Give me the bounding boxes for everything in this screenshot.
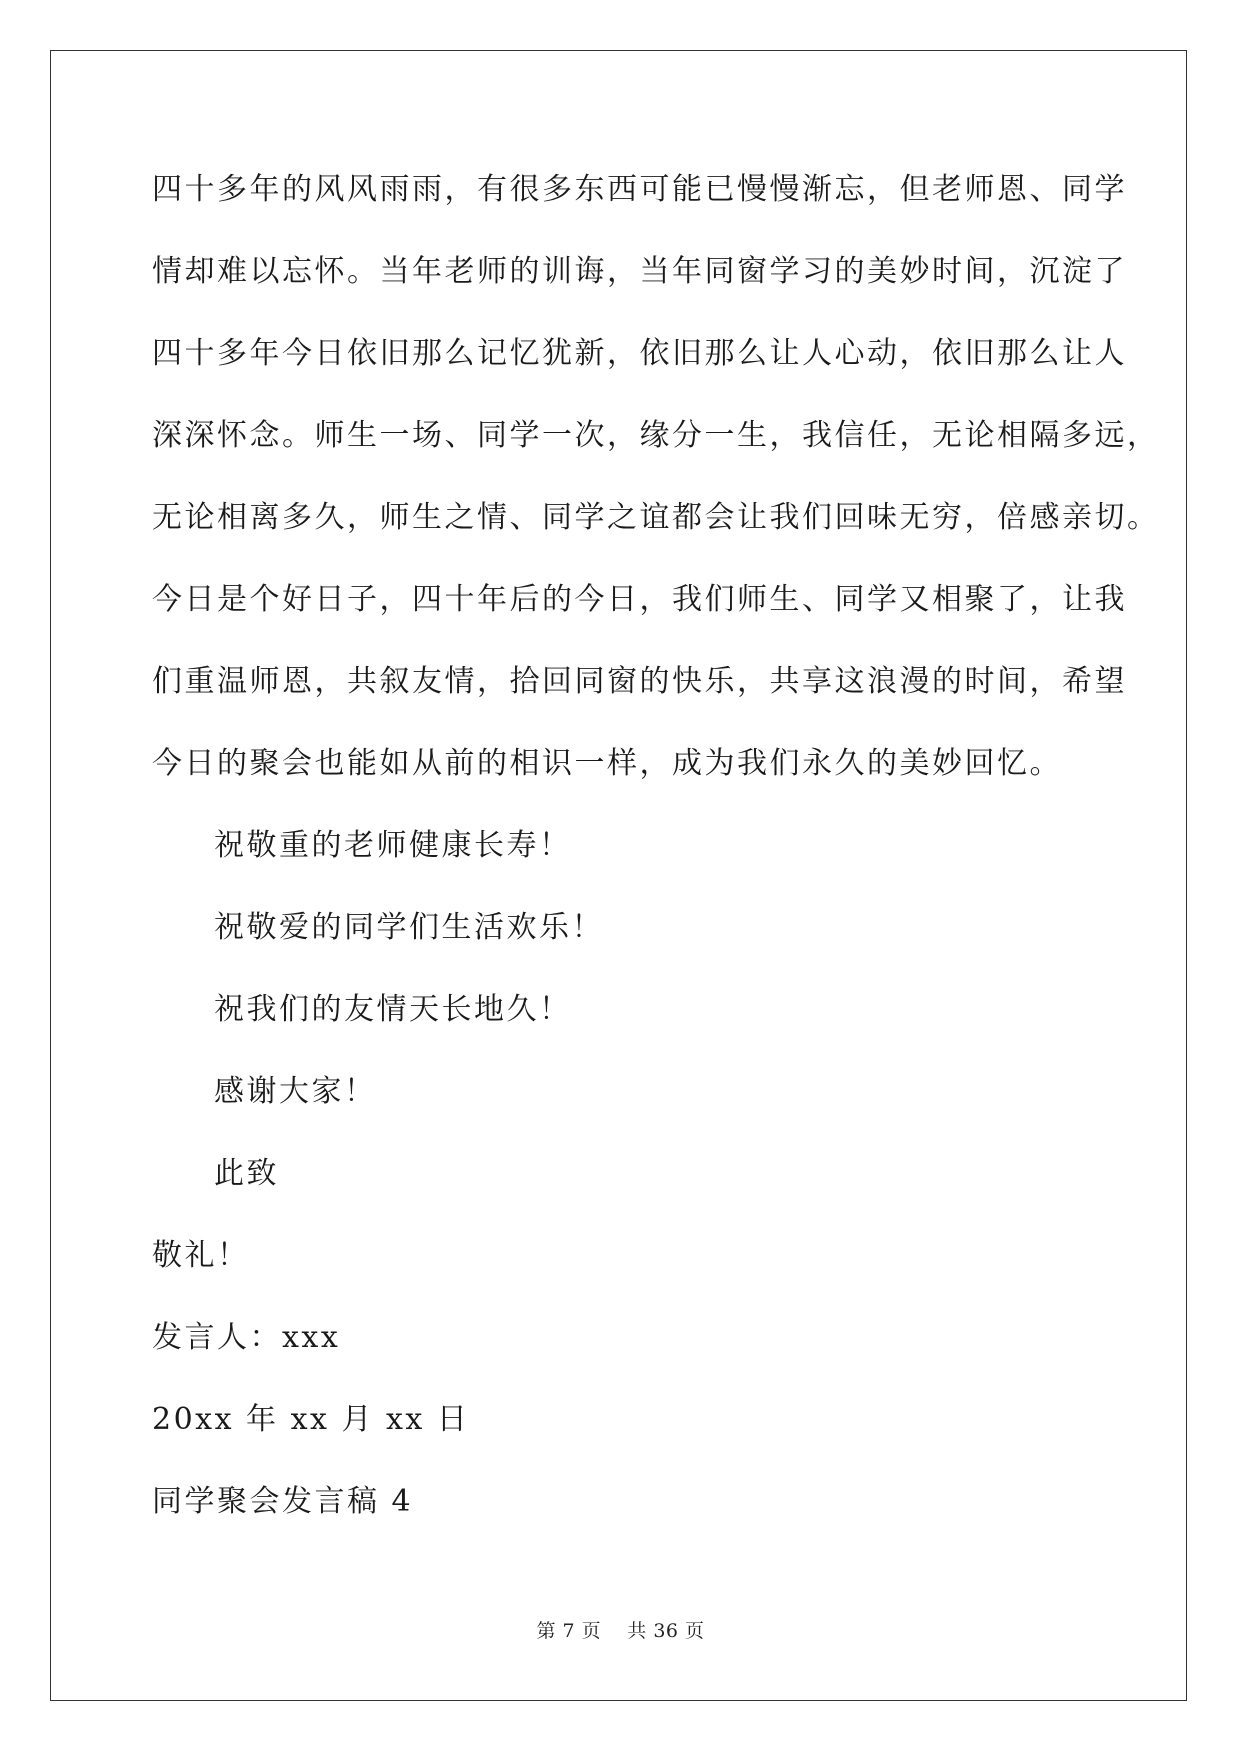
closing-line: 敬礼！ [152,1238,250,1273]
wish-classmates: 祝敬爱的同学们生活欢乐！ [214,910,604,945]
page-total: 共 36 页 [627,1620,705,1642]
paragraph-line-3: 四十多年今日依旧那么记忆犹新，依旧那么让人心动，依旧那么让人 [152,336,1127,371]
date-line: 20xx 年 xx 月 xx 日 [152,1402,470,1437]
paragraph-line-2: 情却难以忘怀。当年老师的训诲，当年同窗学习的美妙时间，沉淀了 [152,254,1127,289]
speaker-line: 发言人：xxx [152,1320,341,1355]
wish-teachers: 祝敬重的老师健康长寿！ [214,828,572,863]
paragraph-line-5: 无论相离多久，师生之情、同学之谊都会让我们回味无穷，倍感亲切。 [152,500,1160,535]
page-footer [0,1616,1241,1643]
paragraph-line-6: 今日是个好日子，四十年后的今日，我们师生、同学又相聚了，让我 [152,582,1127,617]
wish-friendship: 祝我们的友情天长地久！ [214,992,572,1027]
paragraph-line-7: 们重温师恩，共叙友情，拾回同窗的快乐，共享这浪漫的时间，希望 [152,664,1127,699]
paragraph-line-4: 深深怀念。师生一场、同学一次，缘分一生，我信任，无论相隔多远， [152,418,1160,453]
document-body [152,155,1160,1549]
next-section-title: 同学聚会发言稿 4 [152,1484,414,1519]
page-number: 第 7 页 [536,1620,602,1642]
paragraph-line-8: 今日的聚会也能如从前的相识一样，成为我们永久的美妙回忆。 [152,746,1062,781]
salutation-line: 此致 [214,1156,279,1191]
paragraph-line-1: 四十多年的风风雨雨，有很多东西可能已慢慢渐忘，但老师恩、同学 [152,172,1127,207]
thanks-line: 感谢大家！ [214,1074,377,1109]
